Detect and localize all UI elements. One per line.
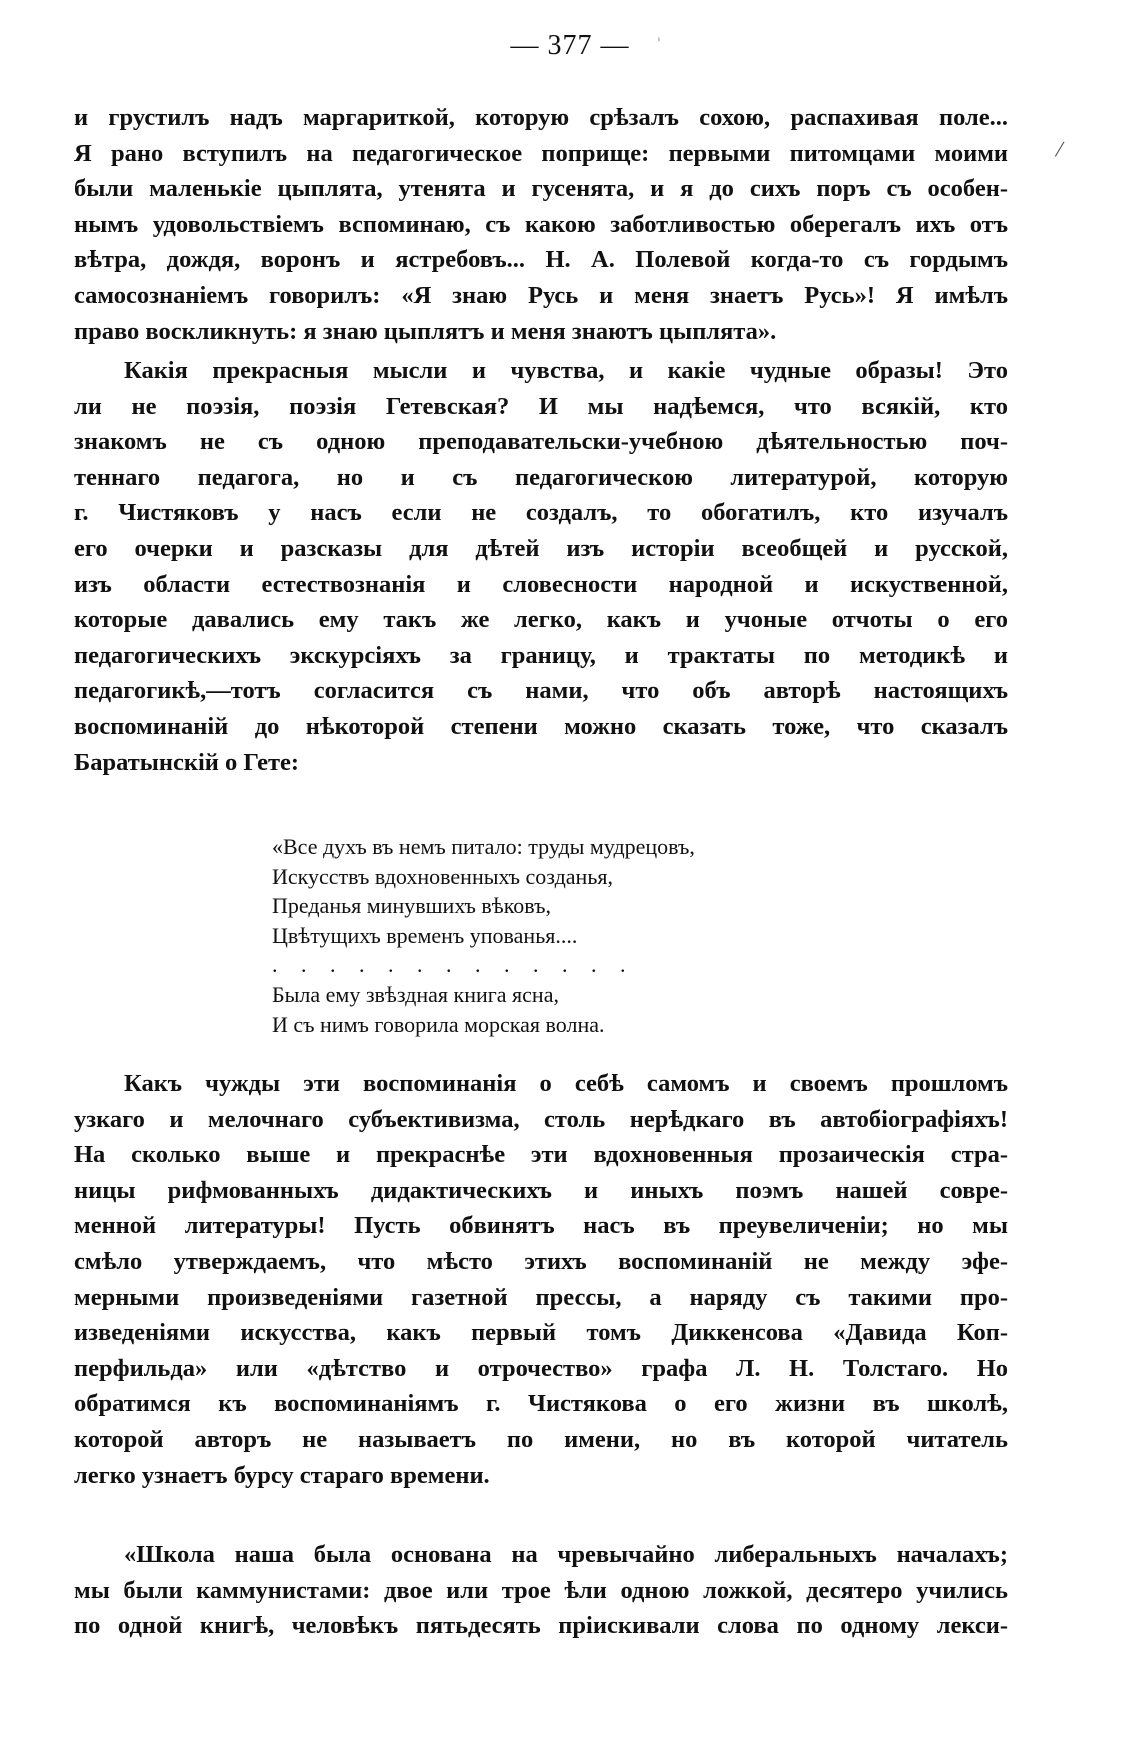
text-line: обратимся къ воспоминаніямъ г. Чистякова о его жизни въ школѣ, xyxy=(74,1390,1008,1418)
text-line: Какія прекрасныя мысли и чувства, и какіе чудные образы! Это xyxy=(124,357,1008,384)
text-line: «Школа наша была основана на чревычайно либеральныхъ началахъ; xyxy=(124,1541,1008,1568)
text-line: его очерки и разсказы для дѣтей изъ исторіи всеобщей и русской, xyxy=(74,534,1008,562)
text-line: были маленькіе цыплята, утенята и гусенята, и я до сихъ поръ съ особен- xyxy=(74,175,1008,203)
margin-pencil-mark: / xyxy=(1053,136,1066,164)
poem-line: «Все духъ въ немъ питало: труды мудрецовъ, xyxy=(272,834,695,859)
text-line: знакомъ не съ одною преподавательски-учебною дѣятельностью поч- xyxy=(74,428,1008,456)
text-line: мерными произведеніями газетной прессы, а наряду съ такими про- xyxy=(74,1283,1008,1311)
text-line: и грустилъ надъ маргариткой, которую срѣзалъ сохою, распахивая поле... xyxy=(74,104,1008,131)
text-line: изъ области естествознанія и словесности народной и искуственной, xyxy=(74,570,1008,598)
text-line: г. Чистяковъ у насъ если не создалъ, то обогатилъ, кто изучалъ xyxy=(74,499,1008,527)
text-line: которой авторъ не называетъ по имени, но въ которой читатель xyxy=(74,1425,1008,1453)
text-line: теннаго педагога, но и съ педагогическою литературой, которую xyxy=(74,463,1008,491)
text-line: воспоминаній до нѣкоторой степени можно сказать тоже, что сказалъ xyxy=(74,712,1008,740)
paragraph-4 xyxy=(74,1537,1008,1644)
page-number: — 377 — xyxy=(510,30,630,61)
text-line: педагогическихъ экскурсіяхъ за границу, и трактаты по методикѣ и xyxy=(74,641,1008,669)
text-line: легко узнаетъ бурсу стараго времени. xyxy=(74,1461,490,1489)
text-line: перфильда» или «дѣтство и отрочество» графа Л. Н. Толстаго. Но xyxy=(74,1354,1008,1382)
text-line: Какъ чужды эти воспоминанія о себѣ самомъ и своемъ прошломъ xyxy=(124,1070,1008,1097)
poem-ellipsis: . . . . . . . . . . . . . xyxy=(272,952,635,978)
paragraph-2 xyxy=(74,353,1008,780)
text-line: мы были каммунистами: двое или трое ѣли одною ложкой, десятеро учились xyxy=(74,1576,1008,1604)
text-line: менной литературы! Пусть обвинятъ насъ въ преувеличеніи; но мы xyxy=(74,1212,1008,1240)
print-speck: ' xyxy=(657,36,661,52)
text-line: смѣло утверждаемъ, что мѣсто этихъ воспоминаній не между эфе- xyxy=(74,1247,1008,1275)
text-line: На сколько выше и прекраснѣе эти вдохновенныя прозаическія стра- xyxy=(74,1141,1008,1169)
poem-line: Была ему звѣздная книга ясна, xyxy=(272,981,559,1007)
poem-line: Преданья минувшихъ вѣковъ, xyxy=(272,893,551,919)
text-line: ли не поэзія, поэзія Гетевская? И мы надѣемся, что всякій, кто xyxy=(74,392,1008,420)
text-line: право воскликнуть: я знаю цыплятъ и меня знаютъ цыплята». xyxy=(74,317,777,345)
text-line: изведеніями искусства, какъ первый томъ Диккенсова «Давида Коп- xyxy=(74,1319,1008,1347)
text-line: нымъ удовольствіемъ вспоминаю, съ какою заботливостью оберегалъ ихъ отъ xyxy=(74,210,1008,238)
text-line: которые давались ему такъ же легко, какъ и учоные отчоты о его xyxy=(74,606,1008,634)
paragraph-3 xyxy=(74,1066,1008,1493)
text-line: вѣтра, дождя, воронъ и ястребовъ... Н. А. Полевой когда-то съ гордымъ xyxy=(74,246,1008,274)
text-line: по одной книгѣ, человѣкъ пятьдесять пріискивали слова по одному лекси- xyxy=(74,1612,1008,1640)
poem-quotation xyxy=(272,832,695,1039)
paragraph-1 xyxy=(74,100,1008,349)
text-line: ницы рифмованныхъ дидактическихъ и иныхъ поэмъ нашей совре- xyxy=(74,1176,1008,1204)
poem-line: Цвѣтущихъ временъ упованья.... xyxy=(272,922,578,948)
poem-line: Искусствъ вдохновенныхъ созданья, xyxy=(272,863,613,889)
text-line: Я рано вступилъ на педагогическое поприще: первыми питомцами моими xyxy=(74,139,1008,167)
text-line: самосознаніемъ говорилъ: «Я знаю Русь и меня знаетъ Русь»! Я имѣлъ xyxy=(74,281,1008,309)
text-line: педагогикѣ,—тотъ согласится съ нами, что объ авторѣ настоящихъ xyxy=(74,677,1008,705)
text-line: узкаго и мелочнаго субъективизма, столь нерѣдкаго въ автобіографіяхъ! xyxy=(74,1105,1008,1133)
text-line: Баратынскій о Гете: xyxy=(74,748,300,776)
poem-line: И съ нимъ говорила морская волна. xyxy=(272,1011,605,1037)
